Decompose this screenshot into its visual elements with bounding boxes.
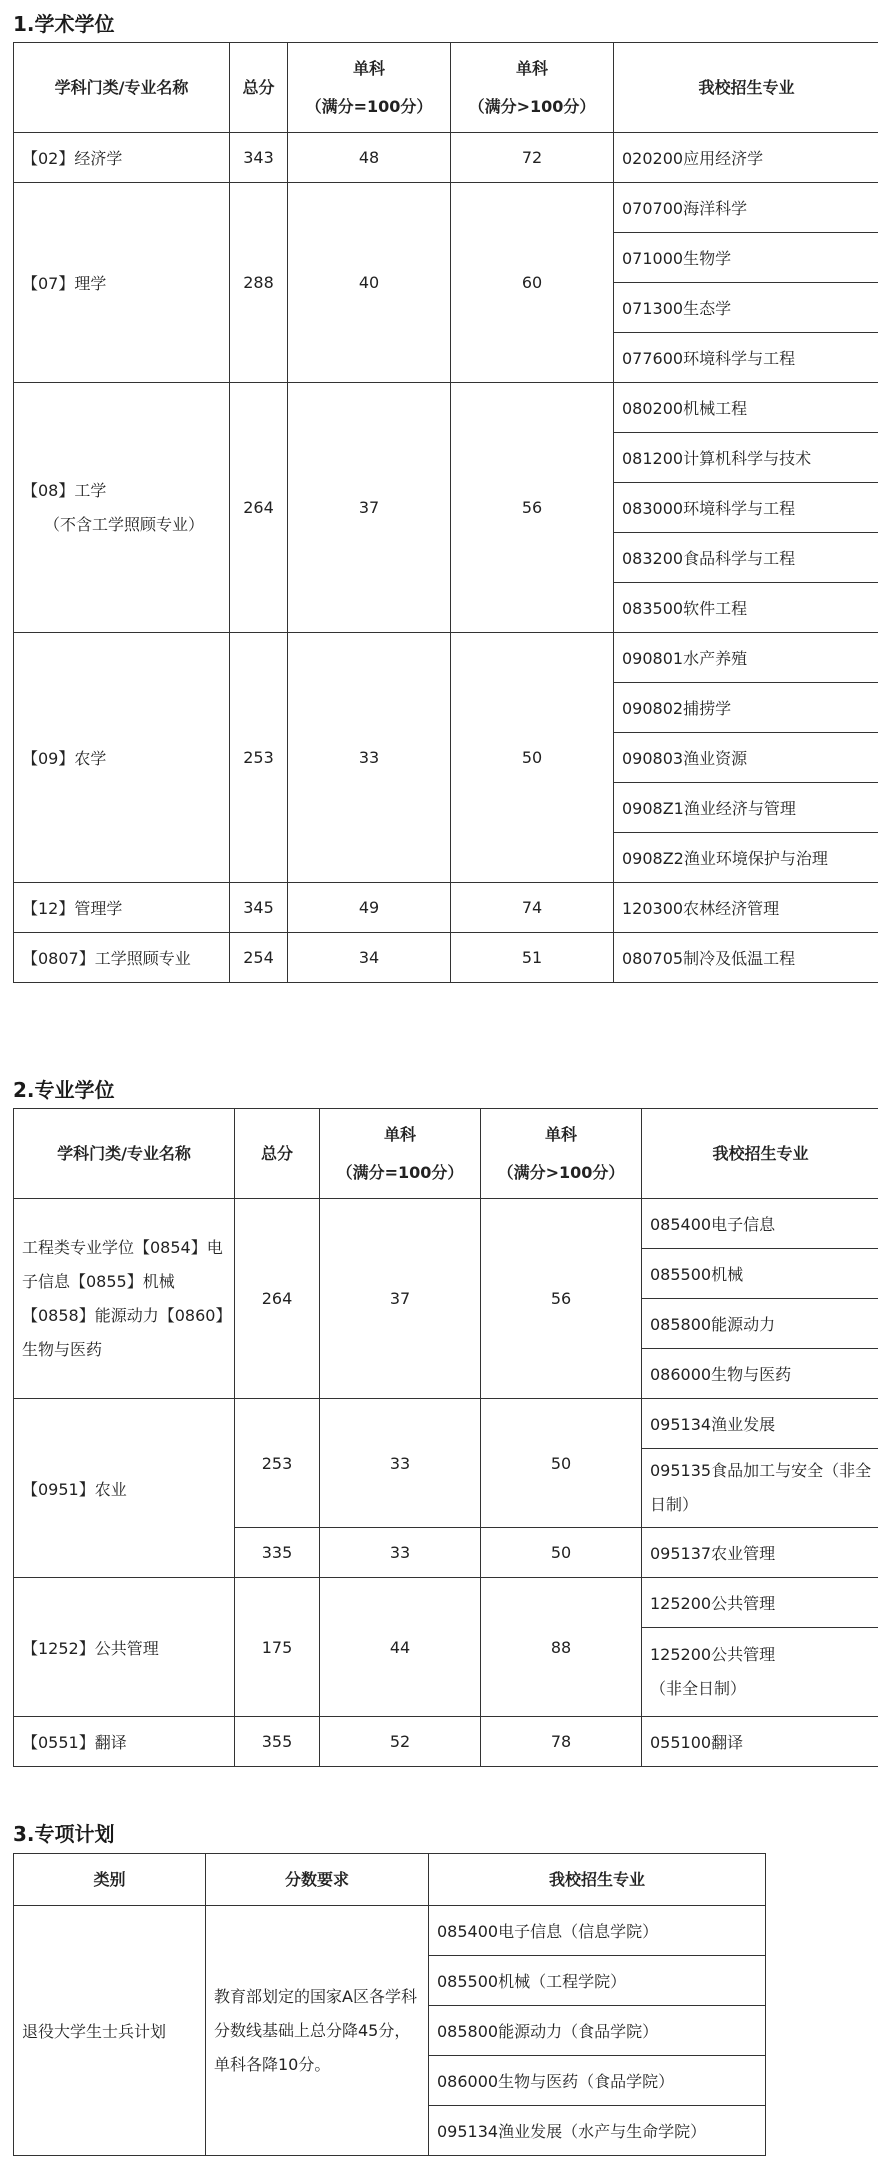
table-cell: 56 [451, 383, 614, 633]
major-cell: 077600环境科学与工程 [614, 333, 878, 383]
table-cell: 33 [320, 1528, 481, 1578]
table-header-row [14, 1854, 766, 1906]
table-cell: 78 [481, 1717, 642, 1767]
table-cell: 355 [235, 1717, 320, 1767]
major-cell: 081200计算机科学与技术 [614, 433, 878, 483]
special-plan-table [13, 1853, 766, 2156]
major-cell: 083000环境科学与工程 [614, 483, 878, 533]
header-major: 我校招生专业 [614, 43, 878, 133]
table-cell: 88 [481, 1578, 642, 1717]
table-row [14, 1578, 878, 1628]
table-cell: 253 [235, 1399, 320, 1528]
table-cell: 50 [481, 1399, 642, 1528]
major-cell: 120300农林经济管理 [614, 883, 878, 933]
table-cell: 50 [451, 633, 614, 883]
table-cell: 教育部划定的国家A区各学科 分数线基础上总分降45分， 单科各降10分。 [206, 1906, 429, 2156]
table-cell: 254 [230, 933, 288, 983]
major-cell: 095137农业管理 [642, 1528, 878, 1578]
table-cell: 退役大学生士兵计划 [14, 1906, 206, 2156]
major-cell: 086000生物与医药（食品学院） [429, 2056, 766, 2106]
table-cell: 51 [451, 933, 614, 983]
header-single-100: 单科 （满分=100分） [288, 43, 451, 133]
table-cell: 50 [481, 1528, 642, 1578]
major-cell: 085400电子信息（信息学院） [429, 1906, 766, 1956]
header-total: 总分 [230, 43, 288, 133]
section-1-title: 1.学术学位 [13, 12, 115, 36]
header-single-over-100: 单科 （满分>100分） [451, 43, 614, 133]
table-cell: 335 [235, 1528, 320, 1578]
header-total: 总分 [235, 1109, 320, 1199]
section-3-title: 3.专项计划 [13, 1822, 115, 1846]
header-single-over-100: 单科 （满分>100分） [481, 1109, 642, 1199]
table-cell: 345 [230, 883, 288, 933]
major-cell: 095134渔业发展（水产与生命学院） [429, 2106, 766, 2156]
table-cell: 工程类专业学位【0854】电 子信息【0855】机械 【0858】能源动力【0860】 生物与医药 [14, 1199, 235, 1399]
academic-degree-table [13, 42, 878, 983]
major-cell: 080705制冷及低温工程 [614, 933, 878, 983]
table-cell: 288 [230, 183, 288, 383]
table-header-row [14, 1109, 878, 1199]
table-cell: 264 [235, 1199, 320, 1399]
table-row [14, 1399, 878, 1449]
table-cell: 【02】经济学 [14, 133, 230, 183]
major-cell: 090801水产养殖 [614, 633, 878, 683]
header-name: 学科门类/专业名称 [14, 43, 230, 133]
major-cell: 095134渔业发展 [642, 1399, 878, 1449]
header-single-100: 单科 （满分=100分） [320, 1109, 481, 1199]
major-cell: 071000生物学 [614, 233, 878, 283]
table-cell: 49 [288, 883, 451, 933]
header-category: 类别 [14, 1854, 206, 1906]
major-cell: 070700海洋科学 [614, 183, 878, 233]
table-cell: 【09】农学 [14, 633, 230, 883]
table-row [14, 1906, 766, 1956]
table-cell: 72 [451, 133, 614, 183]
table-cell: 33 [288, 633, 451, 883]
table-row [14, 633, 878, 683]
table-cell: 【07】理学 [14, 183, 230, 383]
table-row [14, 933, 878, 983]
header-major: 我校招生专业 [429, 1854, 766, 1906]
major-cell: 085500机械 [642, 1249, 878, 1299]
header-requirement: 分数要求 [206, 1854, 429, 1906]
section-2-title: 2.专业学位 [13, 1078, 115, 1102]
table-cell: 【12】管理学 [14, 883, 230, 933]
table-row [14, 883, 878, 933]
table-cell: 48 [288, 133, 451, 183]
table-cell: 60 [451, 183, 614, 383]
major-cell: 090802捕捞学 [614, 683, 878, 733]
table-cell: 264 [230, 383, 288, 633]
table-cell: 37 [320, 1199, 481, 1399]
major-cell: 071300生态学 [614, 283, 878, 333]
table-cell: 56 [481, 1199, 642, 1399]
table-cell: 【1252】公共管理 [14, 1578, 235, 1717]
professional-degree-table [13, 1108, 878, 1767]
header-name: 学科门类/专业名称 [14, 1109, 235, 1199]
table-cell: 34 [288, 933, 451, 983]
major-cell: 080200机械工程 [614, 383, 878, 433]
table-cell: 44 [320, 1578, 481, 1717]
table-row [14, 383, 878, 433]
table-cell: 343 [230, 133, 288, 183]
table-row [14, 1199, 878, 1249]
major-cell: 020200应用经济学 [614, 133, 878, 183]
major-cell: 086000生物与医药 [642, 1349, 878, 1399]
table-row [14, 183, 878, 233]
table-cell: 40 [288, 183, 451, 383]
table-cell: 253 [230, 633, 288, 883]
table-cell: 【08】工学 （不含工学照顾专业） [14, 383, 230, 633]
table-header-row [14, 43, 878, 133]
major-cell: 083200食品科学与工程 [614, 533, 878, 583]
major-cell: 085800能源动力 [642, 1299, 878, 1349]
major-cell: 0908Z1渔业经济与管理 [614, 783, 878, 833]
major-cell: 095135食品加工与安全（非全 日制） [642, 1449, 878, 1528]
major-cell: 0908Z2渔业环境保护与治理 [614, 833, 878, 883]
table-row [14, 1717, 878, 1767]
major-cell: 083500软件工程 [614, 583, 878, 633]
major-cell: 055100翻译 [642, 1717, 878, 1767]
major-cell: 085500机械（工程学院） [429, 1956, 766, 2006]
major-cell: 085400电子信息 [642, 1199, 878, 1249]
table-cell: 37 [288, 383, 451, 633]
major-cell: 125200公共管理 [642, 1578, 878, 1628]
major-cell: 085800能源动力（食品学院） [429, 2006, 766, 2056]
major-cell: 125200公共管理 （非全日制） [642, 1628, 878, 1717]
table-cell: 【0551】翻译 [14, 1717, 235, 1767]
table-cell: 【0807】工学照顾专业 [14, 933, 230, 983]
table-cell: 【0951】农业 [14, 1399, 235, 1578]
table-cell: 175 [235, 1578, 320, 1717]
table-row [14, 133, 878, 183]
major-cell: 090803渔业资源 [614, 733, 878, 783]
table-cell: 74 [451, 883, 614, 933]
table-cell: 52 [320, 1717, 481, 1767]
header-major: 我校招生专业 [642, 1109, 878, 1199]
table-cell: 33 [320, 1399, 481, 1528]
